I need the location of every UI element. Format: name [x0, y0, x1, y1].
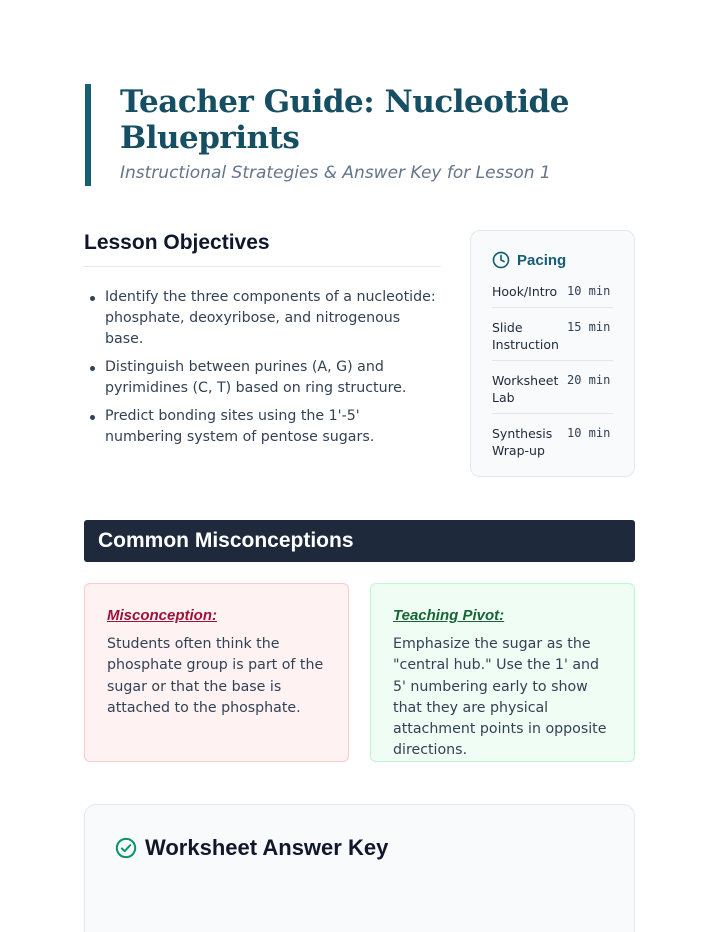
pacing-activity: Hook/Intro [492, 284, 558, 299]
bullet-icon [90, 296, 95, 301]
answer-key-title: Worksheet Answer Key [145, 835, 389, 860]
pacing-duration: 10 min [567, 425, 611, 440]
lesson-objectives-section [84, 230, 441, 455]
pacing-activity: Worksheet Lab [492, 372, 559, 405]
check-circle-icon [115, 837, 137, 859]
objective-item [84, 287, 441, 350]
objective-item [84, 357, 441, 399]
misconception-card [84, 583, 349, 762]
pacing-duration: 20 min [567, 372, 611, 387]
teaching-pivot-card [370, 583, 635, 762]
answer-key-header [115, 835, 604, 861]
pacing-row [492, 425, 613, 466]
misconception-text: Students often think the phosphate group is part of the sugar or that the base is attached to the phosphate. [107, 636, 324, 716]
answer-key-section [84, 804, 635, 932]
bullet-icon [90, 415, 95, 420]
pacing-row [492, 283, 613, 308]
pacing-card [470, 230, 635, 477]
pacing-row [492, 372, 613, 414]
pacing-row [492, 319, 613, 361]
pacing-header [492, 251, 613, 269]
objectives-list [84, 287, 441, 448]
pacing-duration: 10 min [567, 284, 611, 298]
objective-text: Predict bonding sites using the 1'-5' numbering system of pentose sugars. [105, 408, 375, 445]
objectives-heading: Lesson Objectives [84, 230, 441, 267]
pacing-activity: Slide Instruction [492, 319, 559, 352]
teaching-pivot-label: Teaching Pivot: [393, 607, 505, 624]
pacing-duration: 15 min [567, 319, 611, 334]
misconception-label: Misconception: [107, 607, 218, 624]
objective-text: Distinguish between purines (A, G) and pyrimidines (C, T) based on ring structure. [105, 359, 407, 396]
objective-text: Identify the three components of a nucleotide: phosphate, deoxyribose, and nitrogenous base. [105, 289, 436, 347]
bullet-icon [90, 366, 95, 371]
page-subtitle: Instructional Strategies & Answer Key for Lesson 1 [120, 163, 551, 183]
misconceptions-heading: Common Misconceptions [98, 529, 354, 552]
objective-item [84, 406, 441, 448]
page-title: Teacher Guide: Nucleotide Blueprints [120, 84, 569, 156]
teaching-pivot-text: Emphasize the sugar as the "central hub." Use the 1' and 5' numbering early to show that they are physical attachment points in opposite directions. [393, 636, 607, 759]
pacing-activity: Synthesis Wrap-up [492, 425, 553, 458]
clock-icon [492, 251, 510, 269]
title-block [85, 84, 640, 186]
misconceptions-banner [84, 520, 635, 562]
pacing-title: Pacing [517, 251, 567, 269]
